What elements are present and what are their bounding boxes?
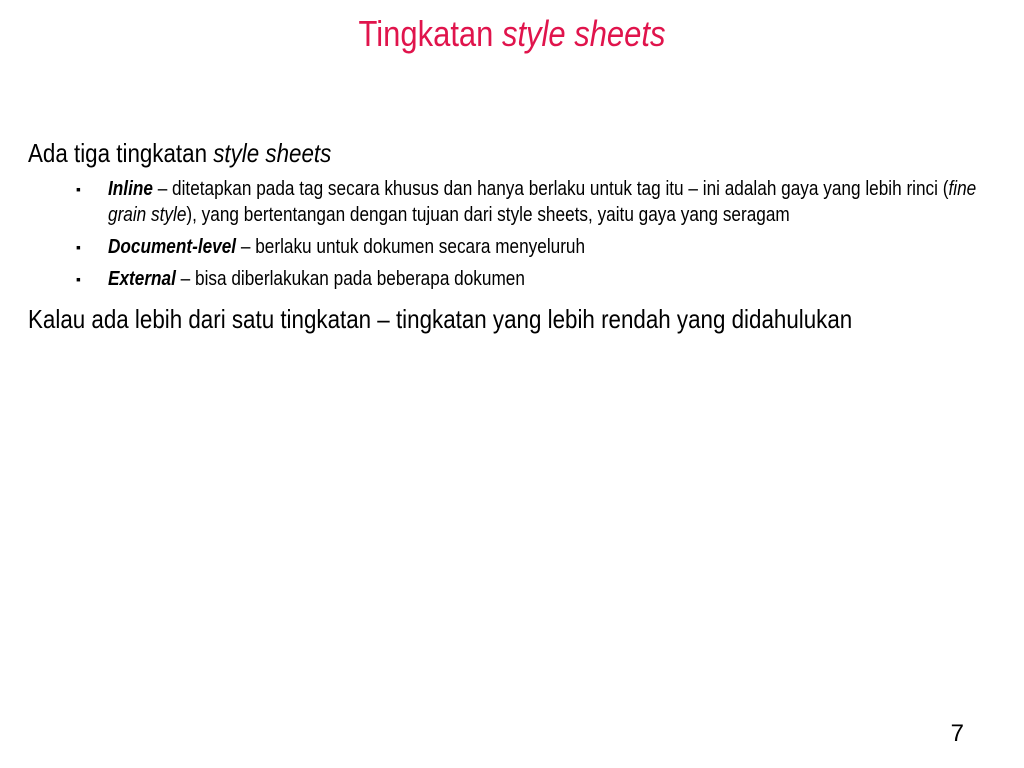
bullet-item-inline — [28, 176, 1008, 228]
bullet-desc: – berlaku untuk dokumen secara menyeluruh — [236, 236, 586, 258]
square-bullet-icon: ▪ — [76, 271, 81, 287]
slide-body — [28, 136, 1008, 336]
slide-title-italic: style sheets — [501, 13, 666, 54]
intro-main: Ada tiga tingkatan — [28, 138, 214, 168]
bullet-item-external — [28, 266, 1008, 292]
bullet-text — [108, 234, 1002, 260]
intro-italic: style sheets — [213, 138, 332, 168]
bullet-list — [28, 176, 1008, 292]
slide-title-main: Tingkatan — [358, 13, 502, 54]
bullet-term: External — [108, 268, 176, 290]
page-number: 7 — [950, 720, 964, 747]
bullet-desc-end: ), yang bertentangan dengan tujuan dari style sheets, yaitu gaya yang seragam — [186, 204, 790, 226]
bullet-item-document-level — [28, 234, 1008, 260]
bullet-term: Document-level — [108, 236, 237, 258]
square-bullet-icon: ▪ — [76, 239, 81, 255]
intro-text — [28, 136, 1008, 170]
slide-title — [72, 12, 953, 56]
bullet-term: Inline — [108, 178, 153, 200]
square-bullet-icon: ▪ — [76, 181, 81, 197]
bullet-desc: – ditetapkan pada tag secara khusus dan hanya berlaku untuk tag itu – ini adalah gaya yang lebih rinci ( — [152, 178, 949, 200]
bullet-desc: – bisa diberlakukan pada beberapa dokumen — [175, 268, 525, 290]
bullet-text — [108, 176, 1002, 228]
bullet-text — [108, 266, 1002, 292]
conclusion-text: Kalau ada lebih dari satu tingkatan – tingkatan yang lebih rendah yang didahulukan — [28, 304, 853, 334]
bullet-desc-italic: fine grain style — [108, 178, 977, 226]
